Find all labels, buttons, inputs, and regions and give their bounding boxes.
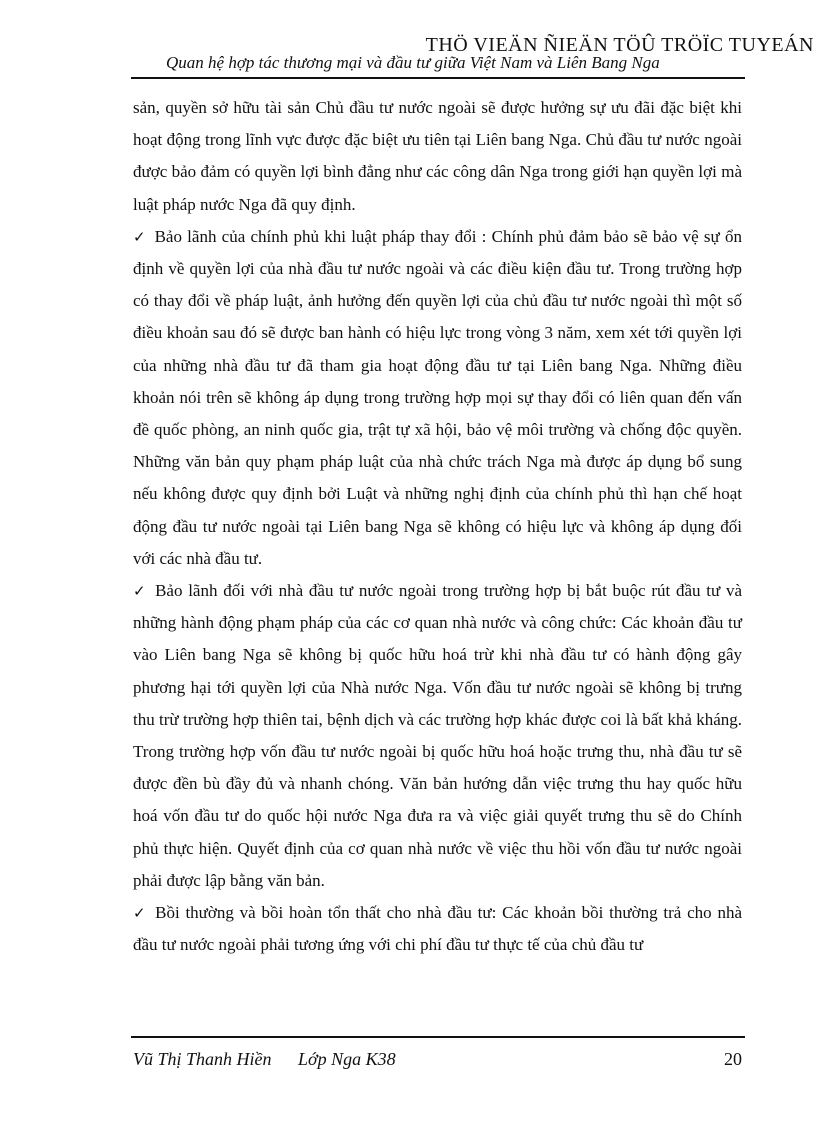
checkmark-icon: ✓ xyxy=(133,904,148,923)
paragraph-4-text: Bồi thường và bồi hoàn tổn thất cho nhà đầu tư: Các khoản bồi thường trả cho nhà đầu tư nước ngoài phải tương ứng với chi phí đầu tư thực tế của chủ đầu tư xyxy=(133,903,742,955)
body-text xyxy=(133,92,742,961)
running-title: Quan hệ hợp tác thương mại và đầu tư giữa Việt Nam và Liên Bang Nga xyxy=(166,53,660,72)
paragraph-1 xyxy=(133,92,742,221)
paragraph-4 xyxy=(133,897,742,961)
paragraph-2-text: Bảo lãnh của chính phủ khi luật pháp thay đổi : Chính phủ đảm bảo sẽ bảo vệ sự ổn định về quyền lợi của nhà đầu tư nước ngoài và các điều kiện đầu tư. Trong trường hợp có thay đổi về pháp luật, ảnh hưởng đến quyền lợi của chủ đầu tư nước ngoài thì một số điều khoản sau đó sẽ được ban hành có hiệu lực trong vòng 3 năm, xem xét tới quyền lợi của những nhà đầu tư đã tham gia hoạt động đầu tư tại Liên bang Nga. Những điều khoản nói trên sẽ không áp dụng trong trường hợp mọi sự thay đổi có liên quan đến vấn đề quốc phòng, an ninh quốc gia, trật tự xã hội, bảo vệ môi trường và chống độc quyền. Những văn bản quy phạm pháp luật của nhà chức trách Nga mà được áp dụng bổ sung nếu không được quy định bởi Luật và những nghị định của chính phủ thì hạn chế hoạt động đầu tư nước ngoài tại Liên bang Nga sẽ không có hiệu lực và không áp dụng đối với các nhà đầu tư. xyxy=(133,226,742,568)
paragraph-3-text: Bảo lãnh đối với nhà đầu tư nước ngoài trong trường hợp bị bắt buộc rút đầu tư và những hành động phạm pháp của các cơ quan nhà nước và công chức: Các khoản đầu tư vào Liên bang Nga sẽ không bị quốc hữu hoá trừ khi nhà đầu tư có hành động gây phương hại tới quyền lợi của Nhà nước Nga. Vốn đầu tư nước ngoài sẽ không bị trưng thu trừ trường hợp thiên tai, bệnh dịch và các trường hợp khác được coi là bất khả kháng. Trong trường hợp vốn đầu tư nước ngoài bị quốc hữu hoá hoặc trưng thu, nhà đầu tư sẽ được đền bù đầy đủ và nhanh chóng. Văn bản hướng dẫn việc trưng thu hay quốc hữu hoá vốn đầu tư do quốc hội nước Nga đưa ra và việc giải quyết trưng thu sẽ do Chính phủ thực hiện. Quyết định của cơ quan nhà nước về việc thu hồi vốn đầu tư nước ngoài phải được lập bằng văn bản. xyxy=(133,581,742,890)
paragraph-3 xyxy=(133,575,742,897)
checkmark-icon: ✓ xyxy=(133,582,148,601)
footer-rule xyxy=(131,1036,745,1038)
page-number: 20 xyxy=(724,1049,742,1069)
paragraph-1-text: sản, quyền sở hữu tài sản Chủ đầu tư nước ngoài sẽ được hưởng sự ưu đãi đặc biệt khi hoạt động trong lĩnh vực được đặc biệt ưu tiên tại Liên bang Nga. Chủ đầu tư nước ngoài được bảo đảm có quyền lợi bình đẳng như các công dân Nga trong giới hạn quyền lợi mà luật pháp nước Nga đã quy định. xyxy=(133,98,742,214)
footer-class: Lớp Nga K38 xyxy=(298,1049,396,1069)
paragraph-2 xyxy=(133,221,742,575)
checkmark-icon: ✓ xyxy=(133,227,147,246)
header-rule xyxy=(131,77,745,79)
library-watermark: THÖ VIEÄN ÑIEÄN TÖÛ TRÖÏC TUYEÁN xyxy=(425,34,814,56)
footer-author: Vũ Thị Thanh Hiền xyxy=(133,1049,272,1069)
